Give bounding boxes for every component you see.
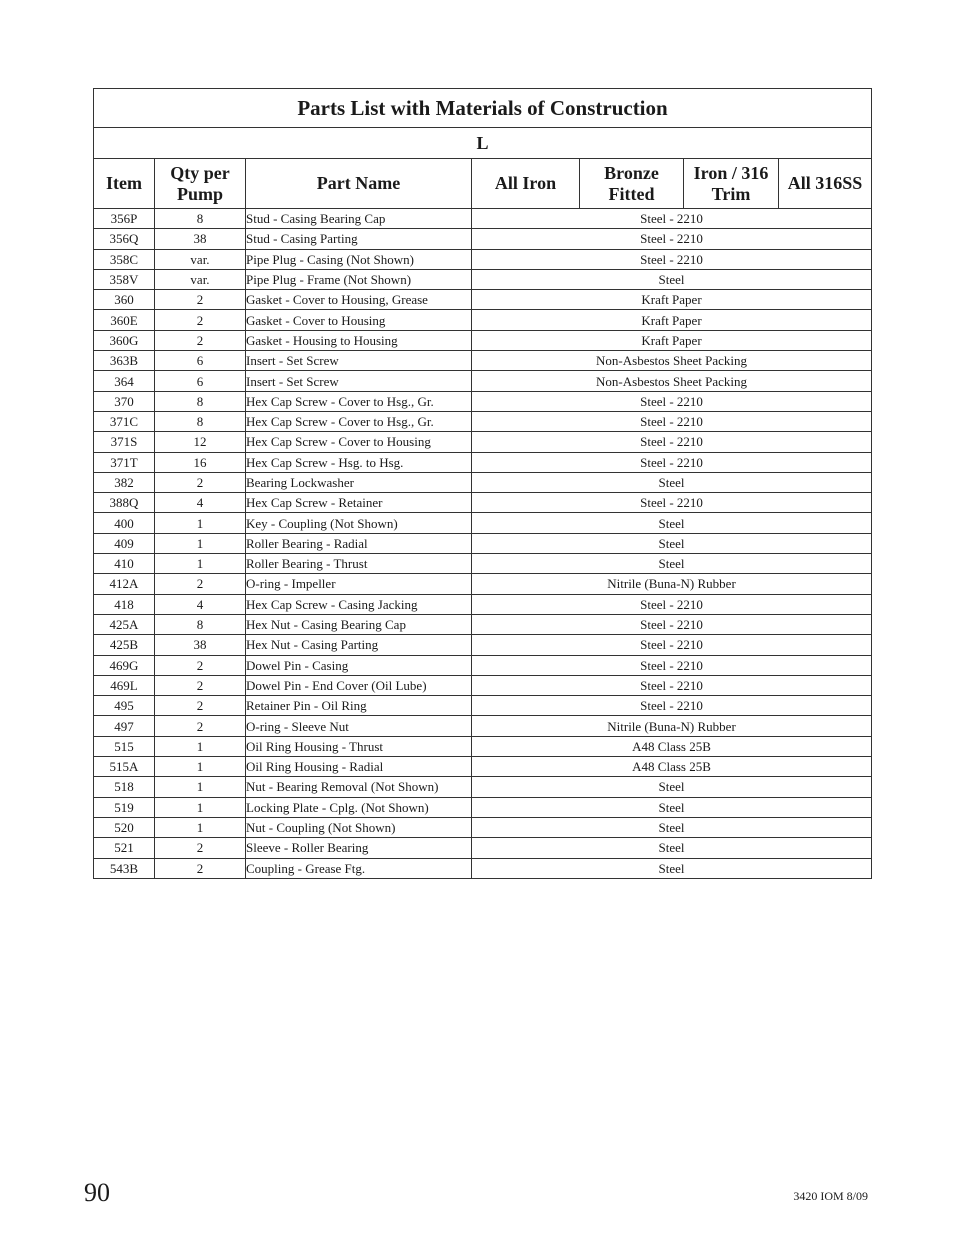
- header-part-name: Part Name: [246, 159, 472, 209]
- material-cell: A48 Class 25B: [472, 757, 872, 777]
- item-cell: 363B: [94, 351, 155, 371]
- table-row: [94, 716, 872, 736]
- header-qty: [155, 159, 246, 209]
- table-title: Parts List with Materials of Construction: [94, 89, 872, 128]
- material-cell: Steel - 2210: [472, 594, 872, 614]
- qty-cell: 6: [155, 351, 246, 371]
- table-row: [94, 391, 872, 411]
- item-cell: 412A: [94, 574, 155, 594]
- material-cell: Steel: [472, 777, 872, 797]
- table-row: [94, 554, 872, 574]
- qty-cell: 38: [155, 229, 246, 249]
- qty-cell: 1: [155, 777, 246, 797]
- header-iron316-line1: Iron / 316: [693, 162, 769, 183]
- table-row: [94, 838, 872, 858]
- item-cell: 409: [94, 533, 155, 553]
- item-cell: 543B: [94, 858, 155, 878]
- part-name-cell: Gasket - Cover to Housing, Grease: [246, 290, 472, 310]
- group-label: L: [94, 128, 872, 159]
- item-cell: 356P: [94, 209, 155, 229]
- part-name-cell: O-ring - Impeller: [246, 574, 472, 594]
- header-iron-316-trim: [684, 159, 779, 209]
- material-cell: Steel: [472, 472, 872, 492]
- table-row: [94, 351, 872, 371]
- qty-cell: 1: [155, 757, 246, 777]
- qty-cell: 8: [155, 614, 246, 634]
- part-name-cell: Pipe Plug - Frame (Not Shown): [246, 269, 472, 289]
- material-cell: Steel - 2210: [472, 614, 872, 634]
- qty-cell: 2: [155, 290, 246, 310]
- item-cell: 371C: [94, 411, 155, 431]
- parts-rows: [94, 209, 872, 879]
- table-row: [94, 736, 872, 756]
- qty-cell: 2: [155, 696, 246, 716]
- table-row: [94, 675, 872, 695]
- item-cell: 521: [94, 838, 155, 858]
- qty-cell: 16: [155, 452, 246, 472]
- part-name-cell: Hex Nut - Casing Bearing Cap: [246, 614, 472, 634]
- table-row: [94, 817, 872, 837]
- part-name-cell: Gasket - Housing to Housing: [246, 330, 472, 350]
- item-cell: 410: [94, 554, 155, 574]
- material-cell: Steel - 2210: [472, 675, 872, 695]
- material-cell: Non-Asbestos Sheet Packing: [472, 371, 872, 391]
- qty-cell: 1: [155, 554, 246, 574]
- part-name-cell: Pipe Plug - Casing (Not Shown): [246, 249, 472, 269]
- part-name-cell: Dowel Pin - Casing: [246, 655, 472, 675]
- table-row: [94, 513, 872, 533]
- material-cell: Steel: [472, 533, 872, 553]
- document-code: 3420 IOM 8/09: [793, 1189, 868, 1203]
- qty-cell: var.: [155, 269, 246, 289]
- part-name-cell: Gasket - Cover to Housing: [246, 310, 472, 330]
- material-cell: Steel - 2210: [472, 452, 872, 472]
- item-cell: 425A: [94, 614, 155, 634]
- item-cell: 515: [94, 736, 155, 756]
- part-name-cell: Coupling - Grease Ftg.: [246, 858, 472, 878]
- item-cell: 495: [94, 696, 155, 716]
- material-cell: Steel - 2210: [472, 635, 872, 655]
- item-cell: 371S: [94, 432, 155, 452]
- qty-cell: 1: [155, 736, 246, 756]
- item-cell: 360G: [94, 330, 155, 350]
- material-cell: Steel: [472, 269, 872, 289]
- item-cell: 400: [94, 513, 155, 533]
- header-item: Item: [94, 159, 155, 209]
- material-cell: Nitrile (Buna-N) Rubber: [472, 716, 872, 736]
- table-row: [94, 493, 872, 513]
- table-row: [94, 594, 872, 614]
- part-name-cell: Oil Ring Housing - Radial: [246, 757, 472, 777]
- material-cell: Steel - 2210: [472, 696, 872, 716]
- parts-list-table: [93, 88, 872, 879]
- item-cell: 364: [94, 371, 155, 391]
- qty-cell: 2: [155, 330, 246, 350]
- table-row: [94, 696, 872, 716]
- item-cell: 358V: [94, 269, 155, 289]
- part-name-cell: Insert - Set Screw: [246, 351, 472, 371]
- qty-cell: 1: [155, 533, 246, 553]
- qty-cell: 6: [155, 371, 246, 391]
- material-cell: Nitrile (Buna-N) Rubber: [472, 574, 872, 594]
- part-name-cell: Dowel Pin - End Cover (Oil Lube): [246, 675, 472, 695]
- qty-cell: 8: [155, 209, 246, 229]
- material-cell: Kraft Paper: [472, 310, 872, 330]
- qty-cell: 2: [155, 472, 246, 492]
- part-name-cell: Sleeve - Roller Bearing: [246, 838, 472, 858]
- qty-cell: 12: [155, 432, 246, 452]
- item-cell: 497: [94, 716, 155, 736]
- item-cell: 469L: [94, 675, 155, 695]
- item-cell: 469G: [94, 655, 155, 675]
- item-cell: 370: [94, 391, 155, 411]
- part-name-cell: Stud - Casing Parting: [246, 229, 472, 249]
- material-cell: Steel - 2210: [472, 493, 872, 513]
- part-name-cell: Hex Cap Screw - Cover to Housing: [246, 432, 472, 452]
- part-name-cell: Roller Bearing - Radial: [246, 533, 472, 553]
- table-row: [94, 574, 872, 594]
- header-all-316ss: All 316SS: [779, 159, 872, 209]
- table-row: [94, 432, 872, 452]
- item-cell: 360: [94, 290, 155, 310]
- table-row: [94, 411, 872, 431]
- table-row: [94, 290, 872, 310]
- table-row: [94, 269, 872, 289]
- part-name-cell: Bearing Lockwasher: [246, 472, 472, 492]
- item-cell: 418: [94, 594, 155, 614]
- material-cell: Kraft Paper: [472, 290, 872, 310]
- item-cell: 520: [94, 817, 155, 837]
- qty-cell: 4: [155, 493, 246, 513]
- table-row: [94, 858, 872, 878]
- item-cell: 388Q: [94, 493, 155, 513]
- table-row: [94, 635, 872, 655]
- header-bronze-line2: Fitted: [608, 183, 655, 204]
- qty-cell: var.: [155, 249, 246, 269]
- table-row: [94, 777, 872, 797]
- material-cell: Non-Asbestos Sheet Packing: [472, 351, 872, 371]
- qty-cell: 2: [155, 574, 246, 594]
- part-name-cell: O-ring - Sleeve Nut: [246, 716, 472, 736]
- table-row: [94, 614, 872, 634]
- qty-cell: 2: [155, 716, 246, 736]
- item-cell: 360E: [94, 310, 155, 330]
- part-name-cell: Hex Cap Screw - Hsg. to Hsg.: [246, 452, 472, 472]
- qty-cell: 1: [155, 513, 246, 533]
- header-bronze-line1: Bronze: [604, 162, 659, 183]
- table-row: [94, 655, 872, 675]
- qty-cell: 2: [155, 858, 246, 878]
- qty-cell: 8: [155, 391, 246, 411]
- part-name-cell: Hex Cap Screw - Cover to Hsg., Gr.: [246, 391, 472, 411]
- material-cell: Steel: [472, 797, 872, 817]
- qty-cell: 2: [155, 310, 246, 330]
- part-name-cell: Insert - Set Screw: [246, 371, 472, 391]
- part-name-cell: Locking Plate - Cplg. (Not Shown): [246, 797, 472, 817]
- material-cell: Steel - 2210: [472, 229, 872, 249]
- item-cell: 425B: [94, 635, 155, 655]
- part-name-cell: Hex Cap Screw - Casing Jacking: [246, 594, 472, 614]
- item-cell: 356Q: [94, 229, 155, 249]
- part-name-cell: Hex Cap Screw - Retainer: [246, 493, 472, 513]
- table-row: [94, 209, 872, 229]
- qty-cell: 2: [155, 675, 246, 695]
- page-number: 90: [84, 1178, 110, 1207]
- table-row: [94, 452, 872, 472]
- qty-cell: 2: [155, 655, 246, 675]
- part-name-cell: Hex Cap Screw - Cover to Hsg., Gr.: [246, 411, 472, 431]
- material-cell: Steel - 2210: [472, 249, 872, 269]
- part-name-cell: Oil Ring Housing - Thrust: [246, 736, 472, 756]
- material-cell: Steel: [472, 513, 872, 533]
- table-row: [94, 371, 872, 391]
- material-cell: Steel: [472, 838, 872, 858]
- material-cell: Steel: [472, 554, 872, 574]
- material-cell: Steel - 2210: [472, 411, 872, 431]
- part-name-cell: Retainer Pin - Oil Ring: [246, 696, 472, 716]
- qty-cell: 4: [155, 594, 246, 614]
- table-row: [94, 330, 872, 350]
- material-cell: Steel - 2210: [472, 655, 872, 675]
- table-row: [94, 757, 872, 777]
- table-row: [94, 797, 872, 817]
- material-cell: A48 Class 25B: [472, 736, 872, 756]
- item-cell: 518: [94, 777, 155, 797]
- material-cell: Kraft Paper: [472, 330, 872, 350]
- table-row: [94, 533, 872, 553]
- item-cell: 515A: [94, 757, 155, 777]
- material-cell: Steel - 2210: [472, 391, 872, 411]
- header-qty-line1: Qty per: [170, 162, 230, 183]
- part-name-cell: Hex Nut - Casing Parting: [246, 635, 472, 655]
- qty-cell: 1: [155, 797, 246, 817]
- header-iron316-line2: Trim: [711, 183, 751, 204]
- table-row: [94, 472, 872, 492]
- material-cell: Steel - 2210: [472, 432, 872, 452]
- header-bronze-fitted: [580, 159, 684, 209]
- material-cell: Steel: [472, 817, 872, 837]
- part-name-cell: Roller Bearing - Thrust: [246, 554, 472, 574]
- header-all-iron: All Iron: [472, 159, 580, 209]
- qty-cell: 2: [155, 838, 246, 858]
- table-row: [94, 229, 872, 249]
- item-cell: 371T: [94, 452, 155, 472]
- table-row: [94, 249, 872, 269]
- material-cell: Steel - 2210: [472, 209, 872, 229]
- part-name-cell: Key - Coupling (Not Shown): [246, 513, 472, 533]
- part-name-cell: Stud - Casing Bearing Cap: [246, 209, 472, 229]
- header-qty-line2: Pump: [176, 183, 223, 204]
- item-cell: 519: [94, 797, 155, 817]
- item-cell: 382: [94, 472, 155, 492]
- part-name-cell: Nut - Coupling (Not Shown): [246, 817, 472, 837]
- material-cell: Steel: [472, 858, 872, 878]
- qty-cell: 8: [155, 411, 246, 431]
- part-name-cell: Nut - Bearing Removal (Not Shown): [246, 777, 472, 797]
- qty-cell: 1: [155, 817, 246, 837]
- item-cell: 358C: [94, 249, 155, 269]
- qty-cell: 38: [155, 635, 246, 655]
- table-row: [94, 310, 872, 330]
